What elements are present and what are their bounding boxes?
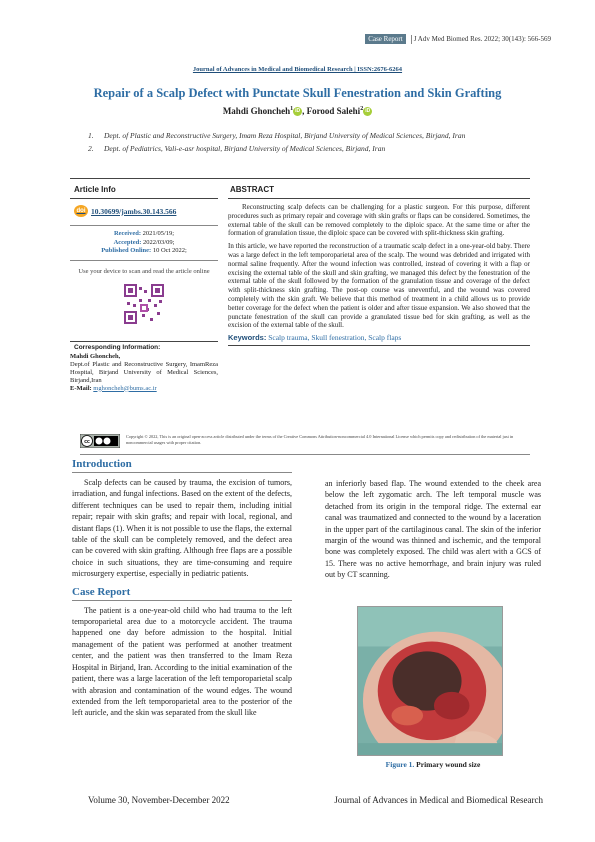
received-date: 2021/05/19; <box>142 230 175 237</box>
corresponding-info <box>70 341 218 393</box>
affiliation-number: 1. <box>88 131 94 140</box>
abstract-paragraph: In this article, we have reported the reconstruction of a traumatic scalp defect in a one-year-old baby. There was a large defect in the left temporoparietal area of the scalp. The wound was debrided and irrigated with normal saline frequently. After the wound infection was controlled, instead of covering it with a flap or excising the external table of the skull and skin grafting, we managed this defect by the fenestration of the external table of the skull followed by the formation of the granulation tissue and coverage of the defect with split-thickness skin grafting. The post-op course was uneventful, and the wound was covered completely with the skin graft. We believe that this method of treatment in a child allows us to provide better coverage for the defect when the patient is older and after tissue expansion. We also showed that the punctate fenestration of the skull can provide a granulated tissue bed for skin grafting, as well as the excision of the external table of the skull. <box>228 242 530 330</box>
affiliation-item <box>88 131 538 142</box>
main-column-right <box>325 478 541 581</box>
abstract-section <box>228 182 530 346</box>
abstract-paragraph: Reconstructing scalp defects can be challenging for a plastic surgeon. For this purpose, different procedures such as primary repair and coverage with skin grafts or flaps can be considered. Sometimes, the external table of the skull can be removed completely to the diploic space. At the same time or after the formation of granulation tissue, the diploic space can be covered with split-thickness skin grafting. <box>228 203 530 238</box>
published-label: Published Online: <box>101 247 152 254</box>
affiliations <box>88 131 538 156</box>
published-date: 10 Oct 2022; <box>152 247 187 254</box>
author-list <box>0 106 595 116</box>
received-label: Received: <box>113 230 142 237</box>
affiliation-item <box>88 144 538 155</box>
qr-code-icon[interactable] <box>124 284 164 324</box>
affiliation-text: Dept. of Pediatrics, Vali-e-asr hospital, Birjand University of Medical Sciences, Birjand, Iran <box>104 143 386 153</box>
keywords-label: Keywords: <box>228 333 267 343</box>
divider <box>70 178 530 179</box>
article-dates <box>70 225 218 256</box>
main-column-left <box>72 458 292 719</box>
affiliation-number: 2. <box>88 143 94 153</box>
keywords <box>228 333 530 346</box>
author-separator: , <box>302 106 305 116</box>
affiliation-text: Dept. of Plastic and Reconstructive Surgery, Imam Reza Hospital, Birjand University of Medical Sciences, Birjand, Iran <box>104 131 466 140</box>
doi-icon: doi <box>74 205 88 217</box>
corresponding-heading: Corresponding Information: <box>74 343 161 351</box>
running-head <box>365 34 551 44</box>
introduction-paragraph: Scalp defects can be caused by trauma, the excision of tumors, irradiation, and fungal infections. Based on the extent of the defects, different techniques can be used to repair them, including initial repair; repair with skin grafts; and repair with local, regional, and distant flaps (1). When it is not possible to use the flaps, the external table of the skull can be completely removed, and the defect area can be covered with skin grafting. Although free flaps are a possible choice in such situations, they are time-consuming and require microsurgery expertise, especially in pediatric patients. <box>72 478 292 579</box>
license-notice <box>80 434 530 455</box>
figure-caption-text: Primary wound size <box>416 760 481 769</box>
corresponding-address: Dept.of Plastic and Reconstructive Surgery, ImamReza Hospital, Birjand University of Medical Sciences, Birjand,Iran <box>70 360 218 384</box>
email-label: E-Mail: <box>70 384 92 392</box>
svg-text:cc: cc <box>84 439 90 445</box>
orcid-icon[interactable]: iD <box>365 108 371 115</box>
paper-title: Repair of a Scalp Defect with Punctate Skull Fenestration and Skin Grafting <box>93 86 502 100</box>
case-report-continued: an inferiorly based flap. The wound extended to the cheek area below the left zygomatic arch. The left temporal muscle was detached from its origin in the temporal ridge. The external ear canal was traumatized and connected to the wound by a laceration in the upper part of the cartilaginous canal. The skin of the inferior margin of the wound was thinned and ischemic, and the temporal bone was completely exposed. The child was alert with a GCS of 15. There was no active hemorrhage, and brain injury was ruled out by CT scanning. <box>325 479 541 580</box>
author-name: Forood Salehi <box>306 106 361 116</box>
orcid-icon[interactable]: iD <box>295 108 301 115</box>
section-heading-introduction: Introduction <box>72 458 292 473</box>
article-info-panel <box>70 182 218 393</box>
accepted-label: Accepted: <box>113 238 142 246</box>
divider <box>411 35 412 44</box>
scan-section <box>70 260 218 327</box>
author-name: Mahdi Ghoncheh <box>222 106 291 116</box>
figure-label: Figure 1. <box>385 760 415 769</box>
wound-photo <box>357 606 503 756</box>
accepted-date: 2022/03/09; <box>143 238 175 246</box>
citation: J Adv Med Biomed Res. 2022; 30(143): 566-569 <box>413 35 551 43</box>
creative-commons-icon <box>80 434 120 448</box>
email-link[interactable]: mghoncheh@bums.ac.ir <box>93 384 157 392</box>
doi-text[interactable]: 10.30699/jambs.30.143.566 <box>91 206 177 216</box>
article-info-heading: Article Info <box>70 182 218 199</box>
figure-caption <box>325 760 541 769</box>
scan-instructions: Use your device to scan and read the article online <box>78 267 210 275</box>
author-sup: 2 <box>360 106 364 112</box>
case-report-paragraph: The patient is a one-year-old child who had trauma to the left temporoparietal area due to a motorcycle accident. The trauma happened one day before admission to the hospital. Initial management of the patient was performed at another treatment center, and the patient was then transferred to the Imam Reza Hospital in Birjand, Iran. According to the initial examination of the patient, there was a large laceration of the left temporoparietal scalp with abrasion and contamination of the wound edges. The wound extended from the left temporoparietal area to the posterior of the left auricle, and the skin was separated from the skull like <box>72 605 292 718</box>
section-heading-case-report: Case Report <box>72 586 292 601</box>
corresponding-name: Mahdi Ghoncheh, <box>70 352 121 360</box>
keywords-list: Scalp trauma, Skull fenestration, Scalp flaps <box>268 333 402 343</box>
license-text: Copyright © 2022, This is an original open-access article distributed under the terms of the Creative Commons Attribution-noncommercial 4.0 International License which permits copy and redistribution of the material just in noncommercial usages with proper citation. <box>126 434 514 445</box>
corresponding-email <box>70 385 218 393</box>
article-type-badge: Case Report <box>365 34 405 44</box>
footer-journal: Journal of Advances in Medical and Biomedical Research <box>334 795 543 805</box>
journal-link[interactable]: Journal of Advances in Medical and Biomedical Research | ISSN:2676-6264 <box>192 66 403 73</box>
author-sup: 1 <box>290 106 294 112</box>
footer-volume: Volume 30, November-December 2022 <box>88 795 230 805</box>
doi-link[interactable] <box>74 205 218 217</box>
abstract-heading: ABSTRACT <box>228 182 530 199</box>
